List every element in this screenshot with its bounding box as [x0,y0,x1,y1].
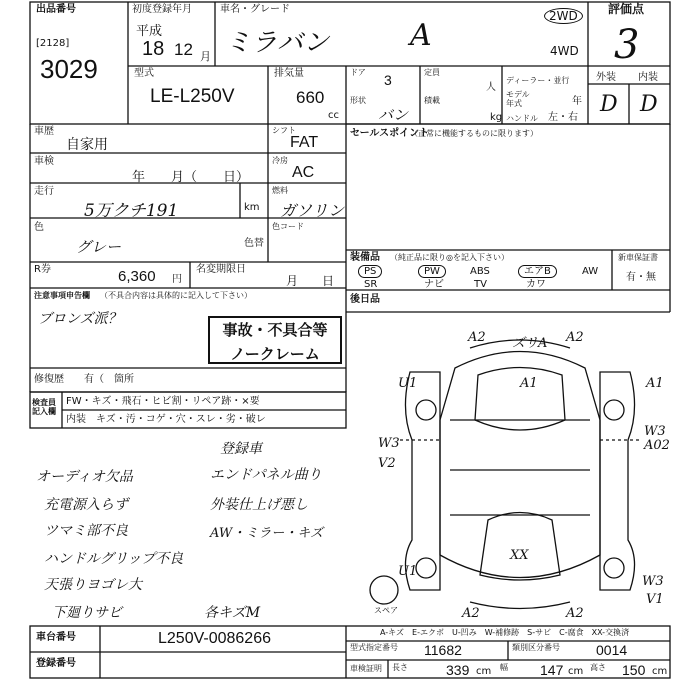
chassis: L250V-0086266 [158,630,271,647]
color-change: 色替 [244,238,264,249]
postfit-label: 後日品 [350,294,380,305]
door-label: ドア [350,68,366,77]
notes-sub: （不具合内容は具体的に記入して下さい） [100,291,252,300]
inspection-label: 車検 [34,156,54,167]
remark-1: オーディオ欠品 [36,469,133,485]
mark-w3-bottom-right: W3 [642,574,664,589]
reg-number-label: 登録番号 [36,658,76,669]
load-label: 積載 [424,96,440,105]
model-year-label: モデル年式 [506,90,530,108]
equip-navi: ナビ [424,279,444,290]
handle-value: 左・右 [548,112,578,123]
notes-text: ブロンズ派？ [38,311,122,327]
equip-abs: ABS [470,266,490,277]
notes-label: 注意事項申告欄 [34,291,90,300]
remark-right-5: 各キズM [204,605,261,621]
displacement-label: 排気量 [274,68,304,79]
remark-right-3: 外装仕上げ悪し [210,497,308,513]
ac-label: 冷房 [272,156,288,165]
remark-right-4: AW・ミラー・キズ [210,526,323,541]
mileage-label: 走行 [34,186,54,197]
era: 平成 [136,24,163,39]
sales-label: セールスポイント [350,128,430,139]
width-unit: cm [568,666,584,677]
lot-label: 出品番号 [36,4,76,15]
mileage: 5万クチ191 [84,201,179,221]
car-name: ミラバン [225,28,330,58]
remark-2: 充電源入らず [44,497,128,513]
km-unit: km [244,202,260,213]
remark-6: 下廻りサビ [52,605,122,621]
mark-w3-left: W3 [378,436,400,451]
dealer-label: ディーラー・並行 [506,76,570,85]
ac: AC [292,164,315,181]
color-label: 色 [34,222,44,233]
inspector-label: 検査員 記入欄 [32,398,56,416]
handle-label: ハンドル [506,114,538,123]
interior-label: 内装 [638,72,658,83]
person-unit: 人 [486,82,496,93]
mark-top-mid: ズリA [512,336,548,351]
no-claim-stamp: 事故・不具合等 ノークレーム [208,316,342,364]
remark-5: 天張りヨゴレ大 [44,577,142,593]
model: LE-L250V [150,86,235,107]
height-unit: cm [652,666,668,677]
capacity-label: 定員 [424,68,440,77]
mark-w3-right: W3 [644,424,666,439]
month-unit: 月 [200,50,211,63]
exterior-label: 外装 [596,72,616,83]
yen-unit: 円 [172,274,182,285]
dims-label: 車検証明 [350,664,382,673]
inspection: 年 月（ 日） [132,170,250,185]
category-label: 類別区分番号 [512,643,560,652]
model-label: 型式 [134,68,154,79]
mark-a0-right: A02 [644,438,670,453]
meigi: 月 日 [286,274,335,288]
mark-u1-bottom-left: U1 [398,564,418,579]
score: 3 [614,22,640,68]
mark-a1-right: A1 [646,376,664,391]
height-label: 高さ [590,663,606,672]
mark-v1-bottom-right: V1 [646,592,664,607]
warranty-value: 有・無 [626,272,656,283]
reg-month: 12 [174,40,193,59]
car-name-label: 車名・グレード [220,4,290,15]
recycle: 6,360 [118,268,156,285]
width: 147 [540,662,564,678]
width-label: 幅 [500,663,508,672]
exterior-grade: D [600,92,618,117]
equip-aw: AW [582,266,599,277]
reg-year: 18 [142,38,165,60]
equip-sr: SR [364,279,378,290]
mark-top-left: A2 [468,330,486,345]
equip-tv: TV [474,279,487,290]
equip-ps: PS [358,265,382,278]
spare-label: スペア [374,606,398,615]
mark-a2-bottom-left: A2 [462,606,480,621]
door: 3 [384,72,392,88]
equip-sub: （純正品に限り◎を記入下さい） [390,253,509,262]
height: 150 [622,662,646,678]
lot-number: 3029 [40,54,98,84]
category: 0014 [596,642,628,658]
shape: バン [378,106,409,124]
repair-label: 修復歴 [34,374,64,385]
mark-a2-bottom-right: A2 [566,606,584,621]
damage-legend: A-キズ E-エクボ U-凹み W-補修跡 S-サビ C-腐食 XX-交換済 [380,628,630,637]
drive-2wd: 2WD [544,8,583,24]
drive-4wd: 4WD [550,44,579,58]
mark-xx-rear: XX [510,548,529,563]
equip-leather: カワ [526,279,546,290]
fw-row: FW・キズ・飛石・ヒビ割・リペア跡・×要 [66,396,260,407]
recycle-label: R券 [34,264,51,275]
equip-airbag: エアB [518,265,557,278]
cc-unit: cc [328,110,339,121]
shift-label: シフト [272,126,296,135]
warranty-label: 新車保証書 [618,253,658,262]
equip-label: 装備品 [350,252,380,263]
length-unit: cm [476,666,492,677]
designation-label: 型式指定番号 [350,643,398,652]
sales-sub: （正常に機能するものに限ります） [410,129,538,138]
color: グレー [76,238,122,256]
lot-sub: [2128] [36,38,70,49]
fuel-label: 燃料 [272,186,288,195]
shift: FAT [290,134,319,151]
repair: 有（ 箇所 [84,374,134,385]
remark-4: ハンドルグリップ不良 [44,551,184,567]
color-code-label: 色コード [272,222,304,231]
length-label: 長さ [392,663,408,672]
mark-v2-left: V2 [378,456,396,471]
chassis-label: 車台番号 [36,632,76,643]
usage: 自家用 [66,137,108,153]
kg-unit: kg [490,112,503,123]
remark-3: ツマミ部不良 [44,523,128,539]
fuel: ガソリン [280,201,345,220]
designation: 11682 [424,642,462,658]
year-unit: 年 [572,96,582,107]
score-label: 評価点 [608,2,645,16]
length: 339 [446,662,470,678]
meigi-label: 名変期限日 [196,264,246,275]
displacement: 660 [296,88,325,107]
interior-row: 内装 キズ・汚・コゲ・穴・スレ・劣・破レ [66,414,266,425]
mark-top-right: A2 [566,330,584,345]
grade: A [410,18,432,53]
equip-pw: PW [418,265,446,278]
first-reg-label: 初度登録年月 [132,4,192,15]
shape-label: 形状 [350,96,366,105]
remark-right-1: 登録車 [220,441,262,457]
usage-label: 車歴 [34,126,54,137]
interior-grade: D [640,92,658,117]
mark-u1-left: U1 [398,376,418,391]
mark-a1-center: A1 [520,376,538,391]
remark-right-2: エンドパネル曲り [210,467,322,483]
